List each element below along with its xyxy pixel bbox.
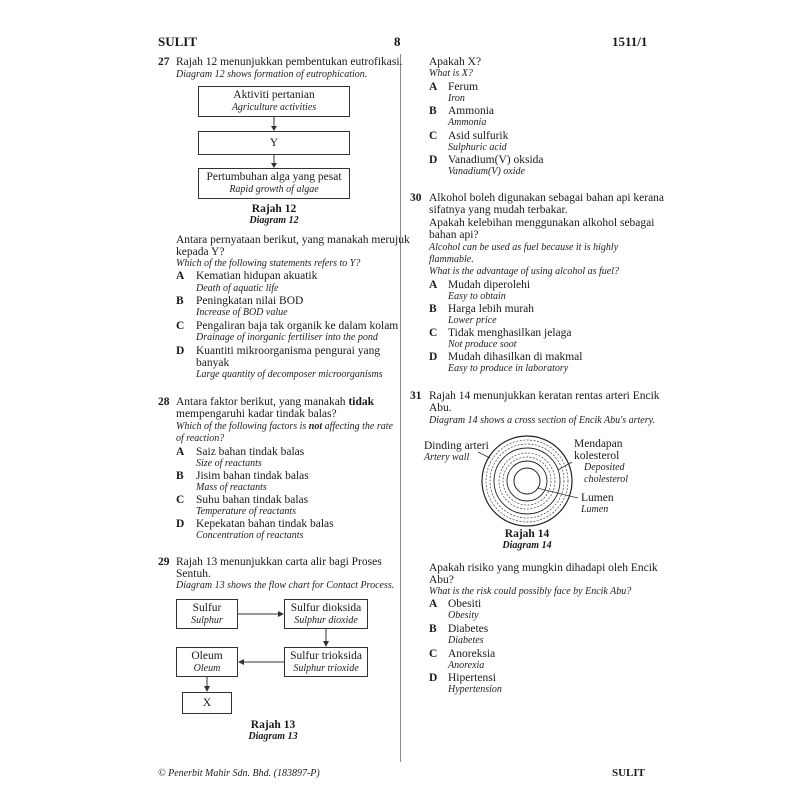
diagram-caption <box>480 528 574 551</box>
question-stem: Rajah 13 menunjukkan carta alir bagi Proses <box>176 556 382 568</box>
paper-code: 1511/1 <box>612 34 648 49</box>
question-stem: Apakah kelebihan menggunakan alkohol sebagai <box>429 217 655 229</box>
question-stem: Rajah 14 menunjukkan keratan rentas arteri Encik <box>429 390 660 402</box>
option-text: Pengaliran baja tak organik ke dalam kolam <box>196 320 399 332</box>
question-stem: bahan api? <box>429 229 479 241</box>
stem-part: Antara faktor berikut, yang manakah <box>176 396 349 408</box>
option-text: Obesiti <box>448 598 482 610</box>
option-text-english: Ammonia <box>448 117 487 128</box>
option-text-english: Easy to obtain <box>448 291 506 302</box>
artery-wall-label: Dinding arteri <box>424 440 489 452</box>
flow-box-label: Y <box>269 137 279 149</box>
flow-box-label: Oleum <box>191 650 223 662</box>
option-letter: A <box>176 270 185 282</box>
question-stem: sifatnya yang mudah terbakar. <box>429 204 568 216</box>
option-text: Ammonia <box>448 105 494 117</box>
flow-box-label: Pertumbuhan alga yang pesat <box>206 171 342 183</box>
option-letter: D <box>429 154 438 166</box>
option-letter: C <box>429 648 438 660</box>
option-text: Ferum <box>448 81 479 93</box>
caption-label-english: Diagram 13 <box>248 731 298 742</box>
flow-box-label: Sulfur <box>192 602 222 614</box>
option-letter: B <box>429 105 437 117</box>
option-letter: D <box>176 345 185 357</box>
question-stem: Alkohol boleh digunakan sebagai bahan api kerana <box>429 192 665 204</box>
option-text: Kepekatan bahan tindak balas <box>196 518 334 530</box>
question-number: 29 <box>158 556 170 568</box>
question-text-english: What is the risk could possibly face by Encik Abu? <box>429 586 632 597</box>
option-text: Kuantiti mikroorganisma pengurai yang <box>196 345 381 357</box>
option-text-english: Lower price <box>448 315 497 326</box>
question-stem-english: Diagram 12 shows formation of eutrophication. <box>176 69 368 80</box>
stem-part: Which of the following factors is <box>176 421 309 432</box>
option-text-english: Death of aquatic life <box>196 283 279 294</box>
question-stem-english: Diagram 13 shows the flow chart for Contact Process. <box>176 580 395 591</box>
flow-box-label: Sulfur trioksida <box>290 650 362 662</box>
option-letter: A <box>176 446 185 458</box>
artery-rings <box>482 436 572 526</box>
option-text-english: Anorexia <box>448 660 485 671</box>
cholesterol-label-english: cholesterol <box>584 474 629 485</box>
option-letter: A <box>429 81 438 93</box>
option-text-english: Sulphuric acid <box>448 142 507 153</box>
cholesterol-label-english: Deposited <box>584 462 625 473</box>
option-text-english: Hypertension <box>448 684 502 695</box>
question-stem: Sentuh. <box>176 568 211 580</box>
option-letter: C <box>176 320 185 332</box>
option-text-english: Mass of reactants <box>196 482 267 493</box>
option-text: Tidak menghasilkan jelaga <box>448 327 572 339</box>
option-text-english: Not produce soot <box>448 339 517 350</box>
flow-box-label-english: Rapid growth of algae <box>229 184 319 195</box>
question-text-english: Which of the following statements refers to Y? <box>176 258 361 269</box>
option-text-english: Increase of BOD value <box>196 307 288 318</box>
option-text-english: Vanadium(V) oxide <box>448 166 525 177</box>
option-text: banyak <box>196 357 230 369</box>
question-stem: Rajah 12 menunjukkan pembentukan eutrofikasi. <box>176 56 403 68</box>
question-text: Abu? <box>429 574 454 586</box>
question-stem-english: of reaction? <box>176 433 225 444</box>
option-letter: A <box>429 598 438 610</box>
question-text-english: What is X? <box>429 68 473 79</box>
stem-emphasis: not <box>308 421 323 432</box>
option-text: Anoreksia <box>448 648 496 660</box>
cholesterol-label: Mendapan <box>574 438 623 450</box>
question-text: Apakah risiko yang mungkin dihadapi oleh Encik <box>429 562 658 574</box>
option-text: Hipertensi <box>448 672 496 684</box>
option-letter: B <box>429 303 437 315</box>
caption-label: Rajah 13 <box>250 719 296 731</box>
footer-label: SULIT <box>612 767 646 779</box>
option-letter: D <box>176 518 185 530</box>
option-letter: B <box>176 470 184 482</box>
option-text-english: Temperature of reactants <box>196 506 296 517</box>
option-text-english: Diabetes <box>448 635 484 646</box>
flow-box-label: Sulfur dioksida <box>290 602 362 614</box>
question-number: 28 <box>158 396 170 408</box>
question-text: Apakah X? <box>429 56 482 68</box>
option-text: Diabetes <box>448 623 489 635</box>
question-stem-english: Alcohol can be used as fuel because it is highly <box>429 242 619 253</box>
question-text: Antara pernyataan berikut, yang manakah merujuk <box>176 234 410 246</box>
option-text: Mudah dihasilkan di makmal <box>448 351 583 363</box>
option-text-english: Obesity <box>448 610 479 621</box>
option-letter: C <box>429 327 438 339</box>
option-text: Saiz bahan tindak balas <box>196 446 305 458</box>
option-text: Kematian hidupan akuatik <box>196 270 318 282</box>
artery-wall-label-english: Artery wall <box>424 452 470 463</box>
option-text: Asid sulfurik <box>448 130 509 142</box>
option-text-english: Easy to produce in laboratory <box>448 363 569 374</box>
stem-part: affecting the rate <box>322 421 393 432</box>
flow-box-label: Aktiviti pertanian <box>233 89 315 101</box>
option-text: Mudah diperolehi <box>448 279 531 291</box>
flow-box-label-english: Sulphur <box>191 615 223 626</box>
caption-label-english: Diagram 14 <box>502 540 552 551</box>
option-letter: A <box>429 279 438 291</box>
option-text-english: Size of reactants <box>196 458 262 469</box>
flow-box-label-english: Agriculture activities <box>231 102 317 113</box>
page-number: 8 <box>394 34 401 49</box>
option-text-english: Large quantity of decomposer microorganisms <box>196 369 383 380</box>
lumen-label-english: Lumen <box>581 504 609 515</box>
stem-emphasis: tidak <box>348 396 375 408</box>
option-text: Harga lebih murah <box>448 303 535 315</box>
question-number: 27 <box>158 56 170 68</box>
flow-box-label-english: Sulphur trioxide <box>293 663 359 674</box>
option-letter: C <box>429 130 438 142</box>
option-text-english: Drainage of inorganic fertiliser into the pond <box>196 332 378 343</box>
option-text: Peningkatan nilai BOD <box>196 295 304 307</box>
caption-label: Rajah 14 <box>504 528 550 540</box>
option-letter: C <box>176 494 185 506</box>
caption-label-english: Diagram 12 <box>249 215 299 226</box>
option-letter: B <box>176 295 184 307</box>
flow-box-label-english: Oleum <box>193 663 221 674</box>
option-text: Jisim bahan tindak balas <box>196 470 309 482</box>
option-letter: D <box>429 672 438 684</box>
question-number: 30 <box>410 192 422 204</box>
option-text: Vanadium(V) oksida <box>448 154 544 166</box>
option-text-english: Iron <box>448 93 465 104</box>
question-stem-english: Diagram 14 shows a cross section of Encik Abu's artery. <box>429 415 656 426</box>
question-stem: mempengaruhi kadar tindak balas? <box>176 408 337 420</box>
option-letter: B <box>429 623 437 635</box>
option-letter: D <box>429 351 438 363</box>
question-stem: Abu. <box>429 402 452 414</box>
cholesterol-label: kolesterol <box>574 450 620 462</box>
question-stem-english: What is the advantage of using alcohol as fuel? <box>429 266 619 277</box>
lumen-label: Lumen <box>581 492 614 504</box>
publisher-footer: © Penerbit Mahir Sdn. Bhd. (183897-P) <box>158 768 320 779</box>
option-text: Suhu bahan tindak balas <box>196 494 309 506</box>
flow-box-label: X <box>202 697 212 709</box>
question-stem-english: flammable. <box>429 254 474 265</box>
question-number: 31 <box>410 390 422 402</box>
caption-label: Rajah 12 <box>251 203 297 215</box>
question-text: kepada Y? <box>176 246 225 258</box>
header-label: SULIT <box>158 34 198 49</box>
flow-box-label-english: Sulphur dioxide <box>294 615 358 626</box>
option-text-english: Concentration of reactants <box>196 530 304 541</box>
